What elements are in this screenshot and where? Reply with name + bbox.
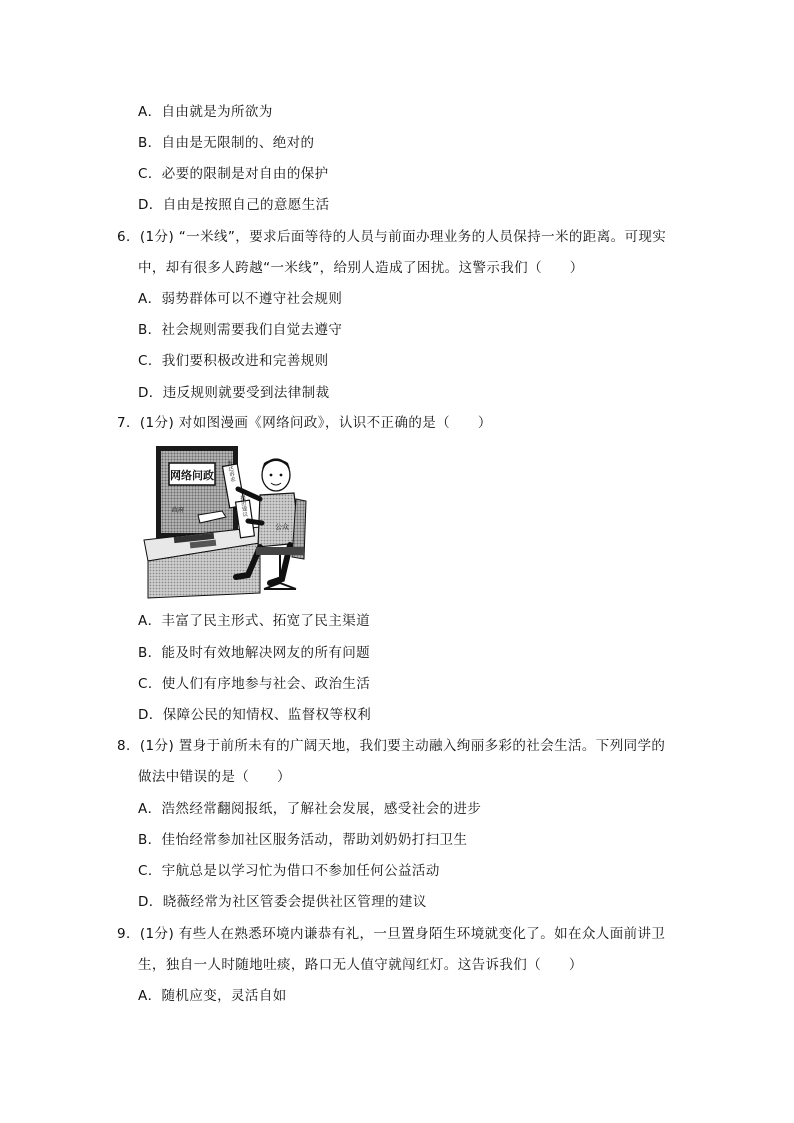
comic-title: 网络问政	[170, 469, 214, 482]
q6-option-c: C．我们要积极改进和完善规则	[138, 353, 329, 369]
q5-option-d: D．自由是按照自己的意愿生活	[138, 197, 330, 213]
q6-stem-line2: 中，却有很多人跨越“一米线”，给别人造成了困扰。这警示我们（ ）	[138, 260, 584, 276]
comic-illustration	[140, 443, 308, 600]
q8-option-c: C．宇航总是以学习忙为借口不参加任何公益活动	[138, 863, 440, 879]
q8-option-a: A．浩然经常翻阅报纸，了解社会发展，感受社会的进步	[138, 801, 482, 817]
q6-option-b: B．社会规则需要我们自觉去遵守	[138, 322, 343, 338]
q7-option-a: A．丰富了民主形式、拓宽了民主渠道	[138, 613, 371, 629]
q6-option-a: A．弱势群体可以不遵守社会规则	[138, 291, 343, 307]
comic-screen-label: 政府	[171, 507, 185, 514]
q5-option-a: A．自由就是为所欲为	[138, 104, 273, 120]
comic-doc1: 表达诉求	[225, 459, 236, 483]
q8-stem-line2: 做法中错误的是（ ）	[138, 769, 291, 785]
comic-person-label: 公众	[275, 523, 289, 531]
comic-doc2: 提出建议	[238, 494, 248, 518]
q9-stem-line1: 9．(1分) 有些人在熟悉环境内谦恭有礼，一旦置身陌生环境就变化了。如在众人面前讲卫	[117, 926, 666, 942]
q9-option-a: A．随机应变，灵活自如	[138, 988, 287, 1004]
q8-option-d: D．晓薇经常为社区管委会提供社区管理的建议	[138, 894, 427, 910]
q5-option-c: C．必要的限制是对自由的保护	[138, 166, 329, 182]
q8-option-b: B．佳怡经常参加社区服务活动，帮助刘奶奶打扫卫生	[138, 832, 468, 848]
q7-option-b: B．能及时有效地解决网友的所有问题	[138, 645, 371, 661]
q6-stem-line1: 6．(1分) “一米线”，要求后面等待的人员与前面办理业务的人员保持一米的距离。可现实	[117, 229, 667, 245]
q5-option-b: B．自由是无限制的、绝对的	[138, 135, 315, 151]
q9-stem-line2: 生，独自一人时随地吐痰，路口无人值守就闯红灯。这告诉我们（ ）	[138, 957, 583, 973]
q7-option-c: C．使人们有序地参与社会、政治生活	[138, 676, 371, 692]
q7-option-d: D．保障公民的知情权、监督权等权利	[138, 707, 372, 723]
q8-stem-line1: 8．(1分) 置身于前所未有的广阔天地，我们要主动融入绚丽多彩的社会生活。下列同学的	[117, 738, 666, 754]
monitor-icon	[156, 446, 238, 538]
q7-stem-line1: 7．(1分) 对如图漫画《网络问政》，认识不正确的是（ ）	[117, 415, 492, 431]
q6-option-d: D．违反规则就要受到法律制裁	[138, 385, 330, 401]
